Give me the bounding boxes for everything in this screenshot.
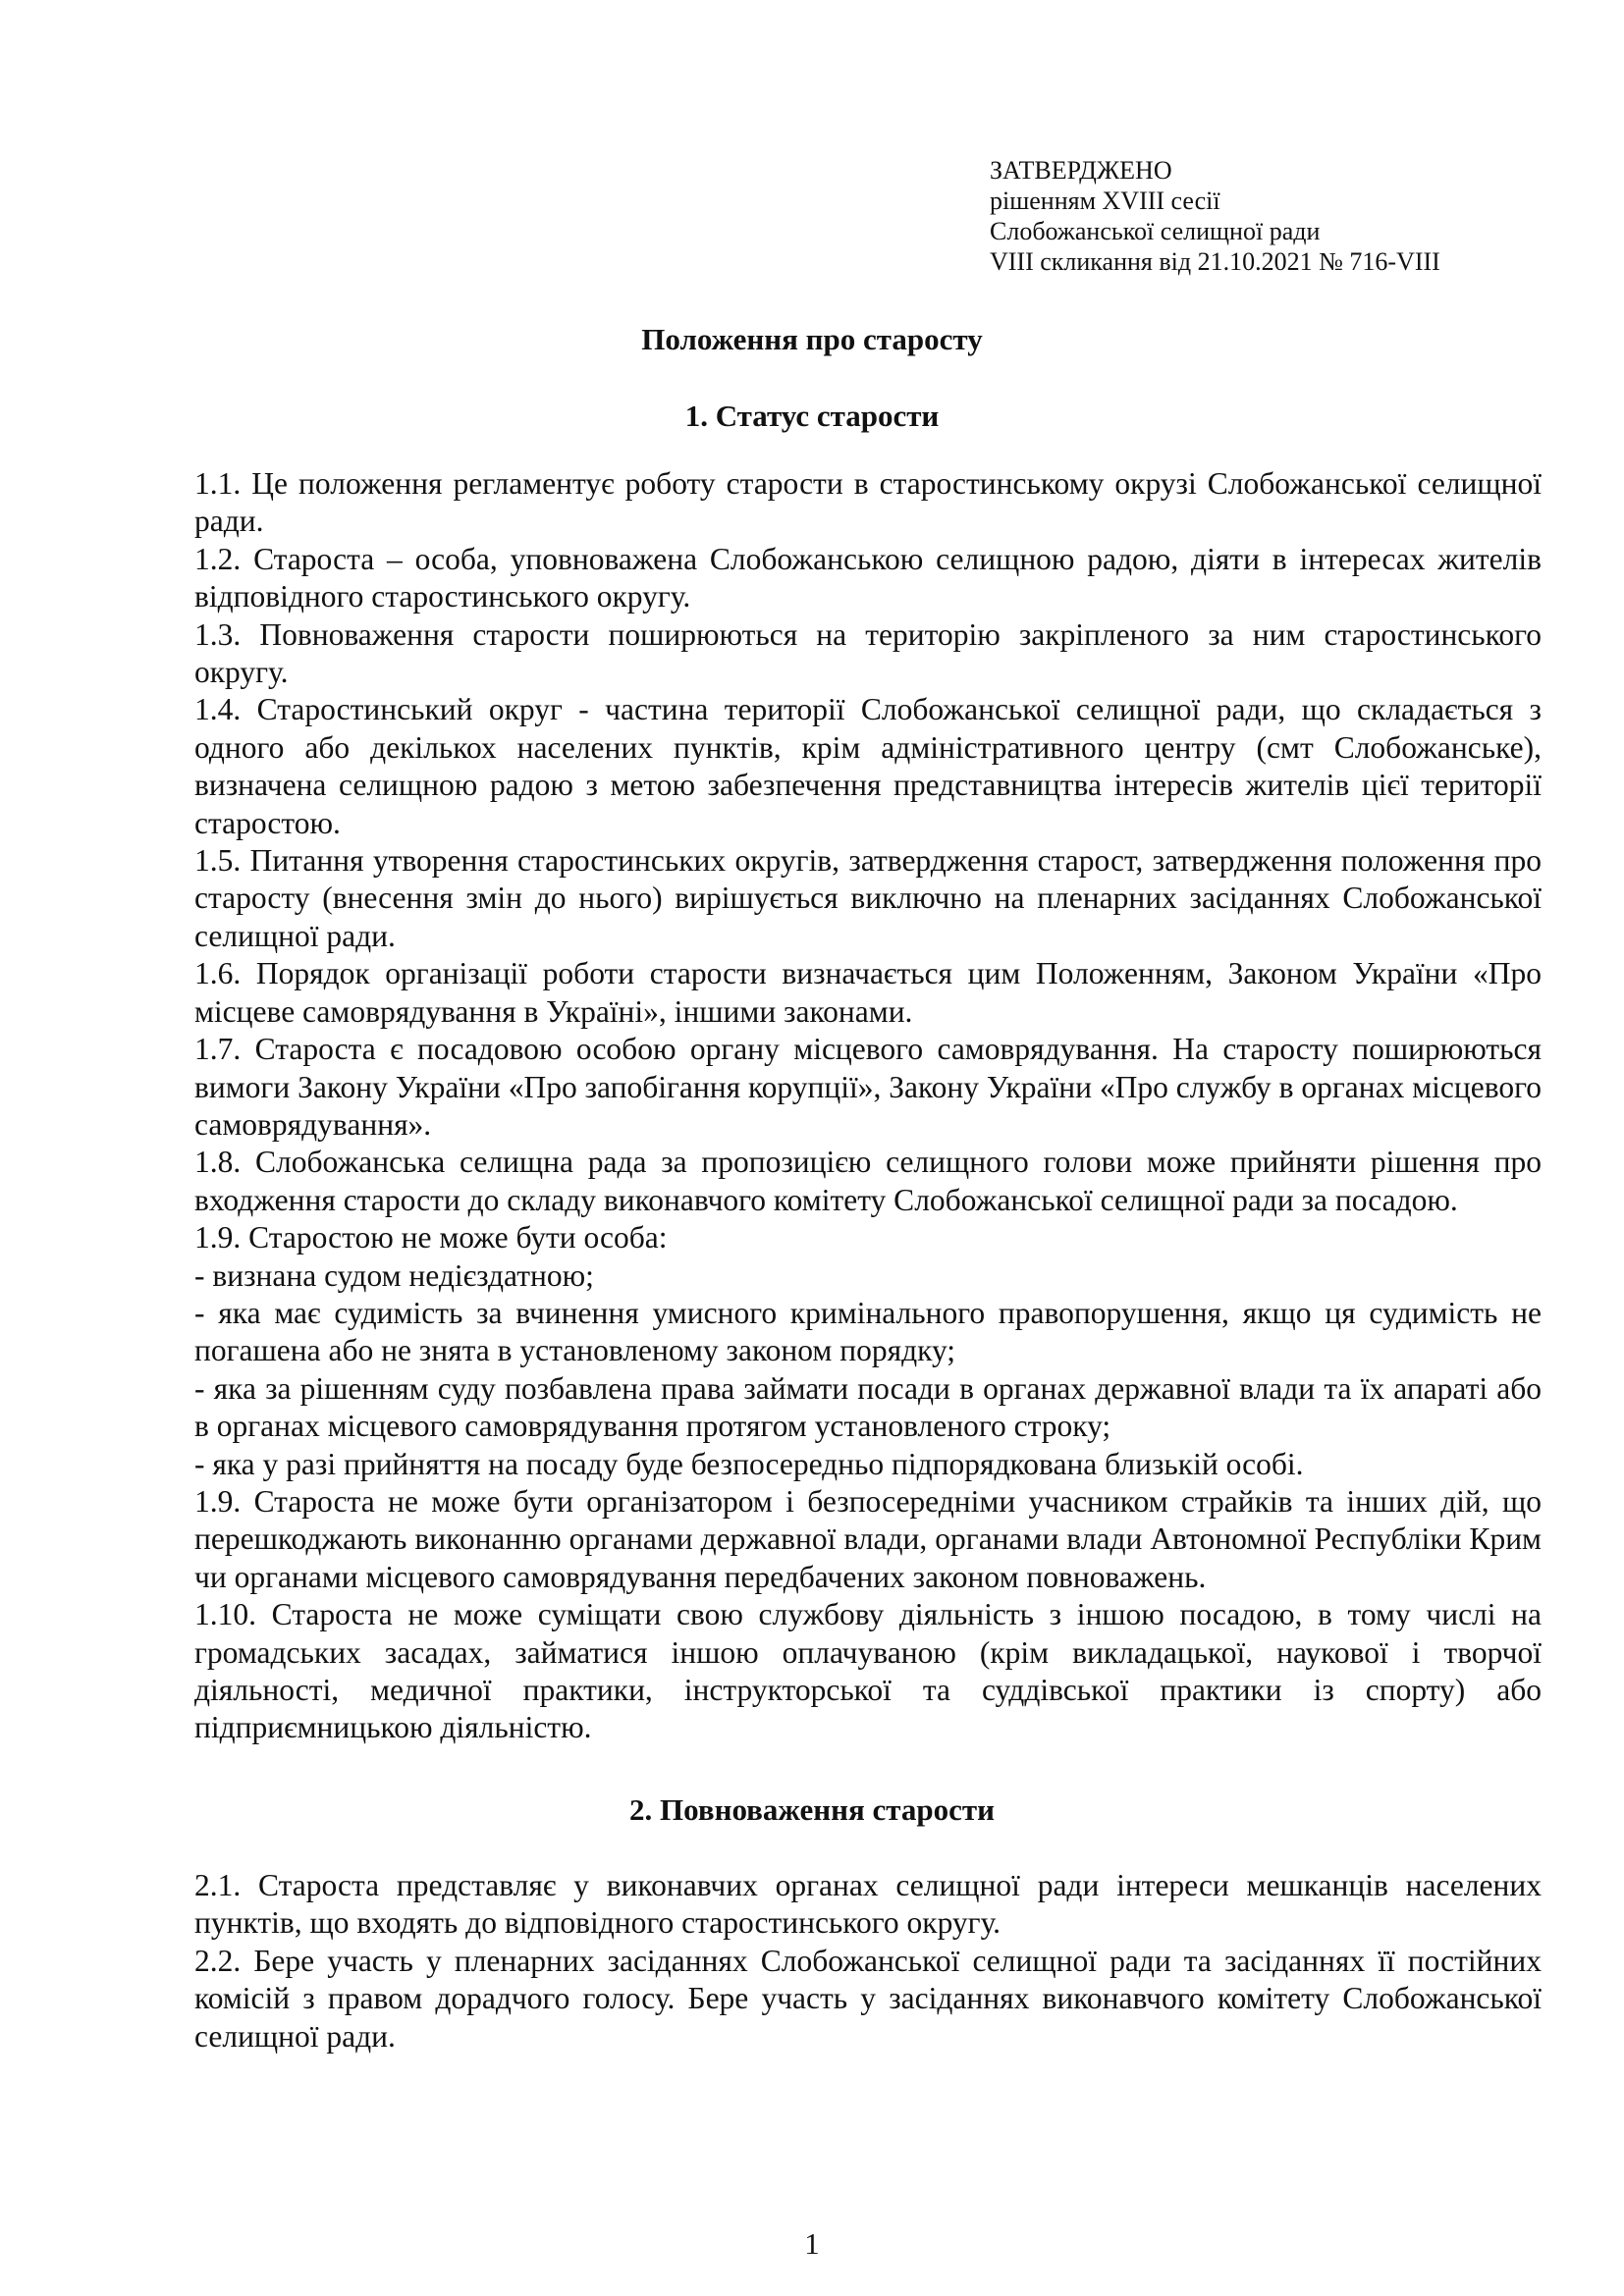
list-item: - визнана судом недієздатною; <box>194 1257 594 1293</box>
section-heading: 1. Статус старости <box>684 399 940 433</box>
list-item: - яка має судимість за вчинення умисного кримінального правопорушення, якщо ця судимість не погашена або не знята в установленому законом порядку; <box>194 1295 1542 1368</box>
approval-line: VIII скликання від 21.10.2021 № 716-VIII <box>990 247 1440 276</box>
section-body <box>194 1867 1542 2056</box>
list-item: - яка за рішенням суду позбавлена права займати посади в органах державної влади та їх апараті або в органах місцевого самоврядування протягом установленого строку; <box>194 1370 1542 1444</box>
paragraph: 1.4. Старостинський округ - частина території Слобожанської селищної ради, що складається з одного або декількох населених пунктів, крім адміністративного центру (смт Слобожанське), визначена селищною радою з метою забезпечення представництва інтересів жителів цієї території старостою. <box>194 692 1542 840</box>
section-heading: 2. Повноваження старости <box>629 1792 995 1827</box>
paragraph: 1.7. Староста є посадовою особою органу місцевого самоврядування. На старосту поширюються вимоги Закону України «Про запобігання корупції», Закону України «Про службу в органах місцевого самоврядування». <box>194 1032 1542 1142</box>
paragraph: 2.2. Бере участь у пленарних засіданнях Слобожанської селищної ради та засіданнях її постійних комісій з правом дорадчого голосу. Бере участь у засіданнях виконавчого комітету Слобожанської селищної ради. <box>194 1943 1542 2054</box>
approval-line: ЗАТВЕРДЖЕНО <box>990 156 1172 185</box>
paragraph: 1.1. Це положення регламентує роботу старости в старостинському окрузі Слобожанської селищної ради. <box>194 466 1542 539</box>
approval-line: Слобожанської селищної ради <box>990 217 1321 245</box>
page-number: 1 <box>804 2226 820 2261</box>
paragraph: 1.10. Староста не може суміщати свою службову діяльність з іншою посадою, в тому числі на громадських засадах, займатися іншою оплачуваною (крім викладацької, наукової і творчої діяльності, медичної практики, інструкторської та суддівської практики із спорту) або підприємницькою діяльністю. <box>194 1597 1542 1745</box>
list-item: - яка у разі прийняття на посаду буде безпосередньо підпорядкована близькій особі. <box>194 1446 1304 1481</box>
document-title: Положення про старосту <box>641 322 983 356</box>
approval-stamp-block <box>990 155 1440 277</box>
paragraph: 1.5. Питання утворення старостинських округів, затвердження старост, затвердження положення про старосту (внесення змін до нього) вирішується виключно на пленарних засіданнях Слобожанської селищної ради. <box>194 843 1542 953</box>
paragraph: 1.8. Слобожанська селищна рада за пропозицією селищного голови може прийняти рішення про входження старости до складу виконавчого комітету Слобожанської селищної ради за посадою. <box>194 1145 1542 1217</box>
paragraph: 1.9. Староста не може бути організатором і безпосередніми учасником страйків та інших дій, що перешкоджають виконанню органами державної влади, органами влади Автономної Республіки Крим чи органами місцевого самоврядування передбачених законом повноважень. <box>194 1483 1542 1594</box>
paragraph: 2.1. Староста представляє у виконавчих органах селищної ради інтереси мешканців населених пунктів, що входять до відповідного старостинського округу. <box>194 1868 1542 1941</box>
section-body <box>194 465 1542 1747</box>
paragraph: 1.6. Порядок організації роботи старости визначається цим Положенням, Законом України «Про місцеве самоврядування в Україні», іншими законами. <box>194 956 1542 1029</box>
paragraph: 1.3. Повноваження старости поширюються на територію закріпленого за ним старостинського округу. <box>194 616 1542 690</box>
approval-line: рішенням XVIII сесії <box>990 187 1220 215</box>
paragraph: 1.2. Староста – особа, уповноважена Слобожанською селищною радою, діяти в інтересах жителів відповідного старостинського округу. <box>194 541 1542 614</box>
paragraph: 1.9. Старостою не може бути особа: <box>194 1220 668 1255</box>
